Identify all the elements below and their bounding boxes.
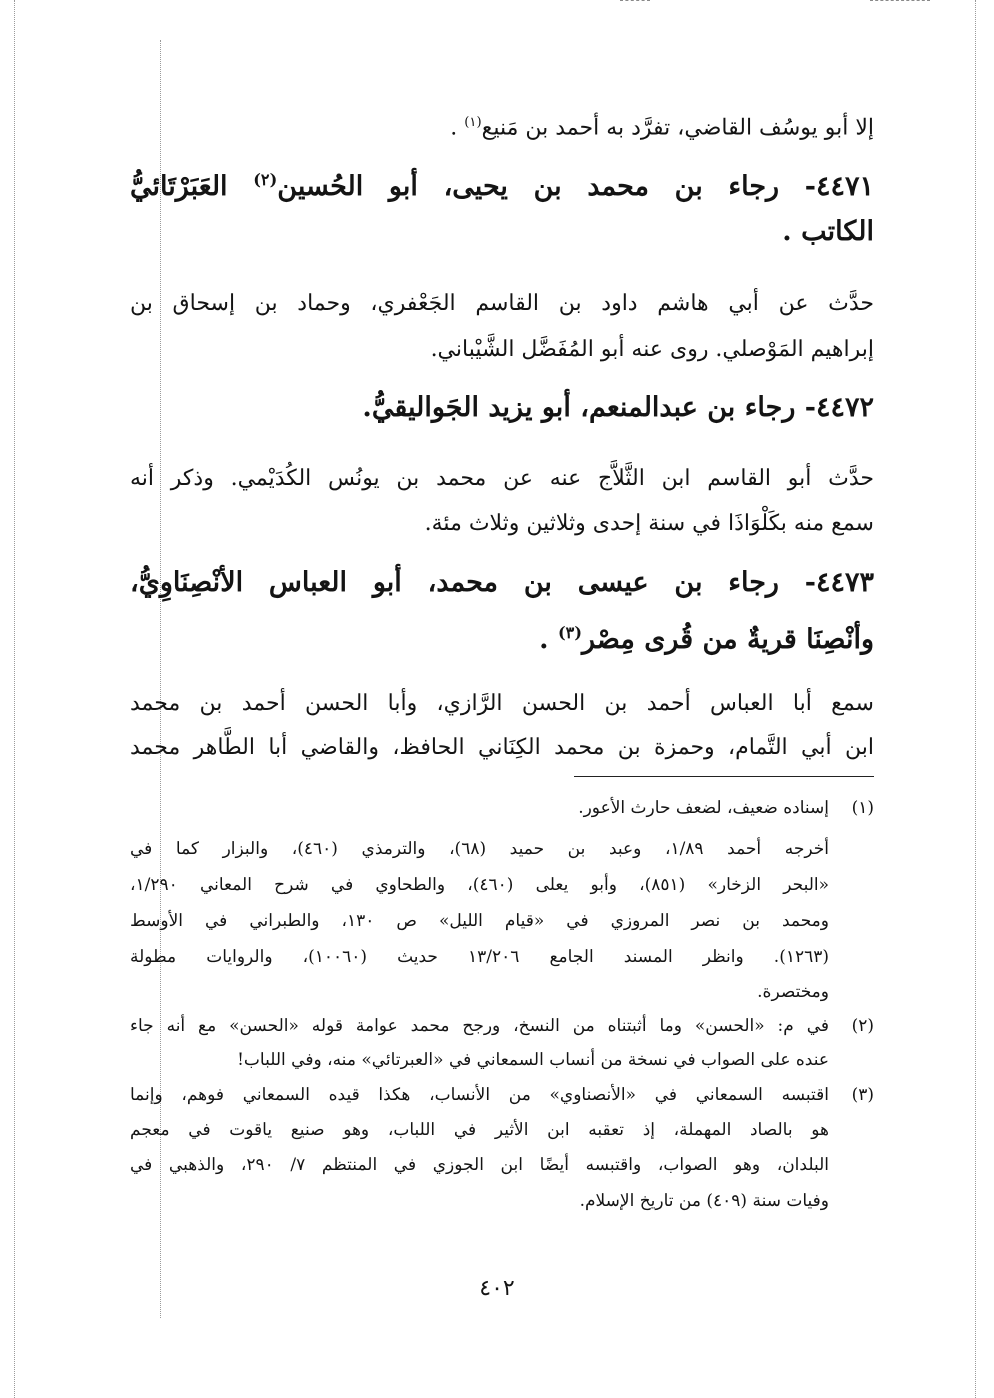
text-line-1: إلا أبو يوسُف القاضي، تفرَّد به أحمد بن مَنيع$^{(١)}$ . (450, 115, 874, 141)
entry-number: ٤٤٧١ (815, 171, 874, 202)
scan-margin-line (14, 0, 15, 1398)
entry-4473-heading-cont: وأنْصِنَا قريةٌ من قُرى مِصْر$^{(٣)}$ . (539, 623, 874, 655)
footnote-3-line-4: وفيات سنة (٤٠٩) من تاريخ الإسلام. (579, 1191, 829, 1211)
footnote-3-number: (٣) (851, 1085, 874, 1105)
page-number: ٤٠٢ (479, 1276, 515, 1301)
entry-number: ٤٤٧٣ (815, 567, 874, 598)
footnote-2-line-2: عنده على الصواب في نسخة من أنساب السمعاني في «العبرتائي» منه، وفي اللباب! (237, 1050, 829, 1070)
entry-4473-heading: ٤٤٧٣- رجاء بن عيسى بن محمد، أبو العباس الأنْصِنَاوِيُّ، (130, 567, 874, 598)
footnote-3-line-1: اقتبسه السمعاني في «الأنصناوي» من الأنساب، هكذا قيده السمعاني فوهم، وإنما (130, 1085, 829, 1105)
entry-number: ٤٤٧٢ (815, 392, 874, 423)
footnote-ref[interactable]: (٣) (557, 623, 583, 642)
paragraph-2-line-1: حدَّث أبو القاسم ابن الثَّلاَّج عنه عن محمد بن يونُس الكُدَيْمي. وذكر أنه (130, 466, 874, 491)
paragraph-1-line-1: حدَّث عن أبي هاشم داود بن القاسم الجَعْفري، وحماد بن إسحاق بن (130, 291, 874, 316)
entry-4471-heading-cont: الكاتب . (782, 216, 874, 247)
footnote-1-line-2: أخرجه أحمد ١/٨٩، وعبد بن حميد (٦٨)، والترمذي (٤٦٠)، والبزار كما في (130, 839, 829, 859)
scan-top-mark (870, 0, 930, 11)
footnote-1-line-1: إسناده ضعيف، لضعف حارث الأعور. (578, 798, 829, 818)
footnote-1-line-4: ومحمد بن نصر المروزي في «قيام الليل» ص ١٣٠، والطبراني في الأوسط (130, 911, 829, 931)
footnote-ref[interactable]: (١) (464, 115, 482, 130)
scan-margin-line (975, 0, 976, 1398)
footnote-3-line-3: البلدان، وهو الصواب، واقتبسه أيضًا ابن الجوزي في المنتظم ٧/ ٢٩٠، والذهبي في (130, 1155, 829, 1175)
paragraph-3-line-2: ابن أبي التَّمام، وحمزة بن محمد الكِنَاني الحافظ، والقاضي أبا الطَّاهر محمد (130, 735, 874, 760)
footnote-ref[interactable]: (٢) (253, 170, 278, 189)
scan-top-mark (620, 0, 650, 11)
entry-4471-heading: ٤٤٧١- رجاء بن محمد بن يحيى، أبو الحُسين$^{(٢)}$ العَبَرْتَائيُّ (130, 170, 874, 202)
paragraph-1-line-2: إبراهيم المَوْصلي. روى عنه أبو المُفَضَّل الشَّيْباني. (430, 337, 874, 362)
paragraph-3-line-1: سمع أبا العباس أحمد بن الحسن الرَّازي، وأبا الحسن أحمد بن محمد (130, 691, 874, 716)
footnote-separator (574, 776, 874, 777)
footnote-1-line-6: ومختصرة. (757, 982, 829, 1002)
footnote-2-line-1: في م: «الحسن» وما أثبتناه من النسخ، ورجح محمد عوامة قوله «الحسن» مع أنه جاء (130, 1016, 829, 1036)
footnote-1-line-3: «البحر الزخار» (٨٥١)، وأبو يعلى (٤٦٠)، والطحاوي في شرح المعاني ١/٢٩٠، (130, 875, 830, 895)
paragraph-2-line-2: سمع منه بكَلْوَاذَا في سنة إحدى وثلاثين وثلاث مئة. (424, 511, 874, 536)
footnote-2-number: (٢) (851, 1016, 874, 1036)
footnote-1-number: (١) (851, 798, 874, 818)
footnote-3-line-2: هو بالصاد المهملة، إذ تعقبه ابن الأثير في اللباب، وهو صنيع ياقوت في معجم (130, 1120, 829, 1140)
footnote-1-line-5: (١٢٦٣). وانظر المسند الجامع ١٣/٢٠٦ حديث (١٠٠٦٠)، والروايات مطولة (130, 947, 829, 967)
entry-4472-heading: ٤٤٧٢- رجاء بن عبدالمنعم، أبو يزيد الجَواليقيُّ. (362, 392, 874, 423)
